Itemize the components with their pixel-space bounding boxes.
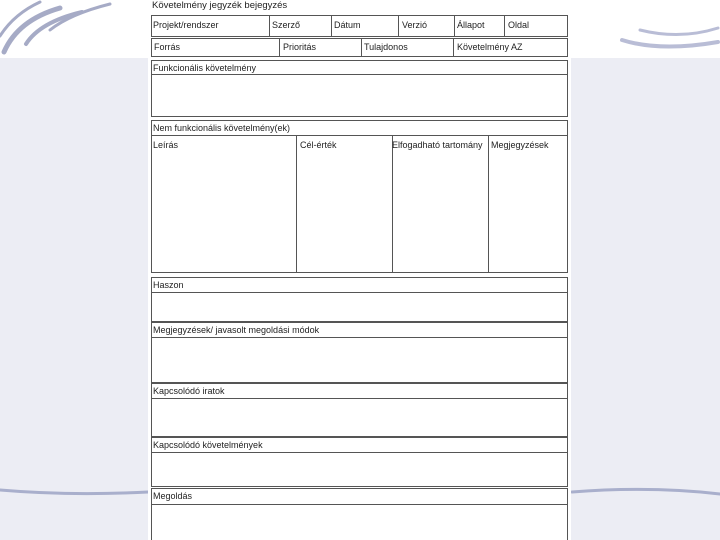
divider <box>269 15 270 37</box>
divider <box>488 135 489 273</box>
divider <box>151 74 568 75</box>
divider <box>361 38 362 57</box>
benefit-label: Haszon <box>153 280 184 290</box>
divider <box>504 15 505 37</box>
divider <box>151 452 568 453</box>
divider <box>151 398 568 399</box>
divider <box>392 135 393 273</box>
solution-label: Megoldás <box>153 491 193 501</box>
nonfunctional-requirement-label: Nem funkcionális követelmény(ek) <box>153 123 291 133</box>
divider <box>453 38 454 57</box>
notes-label: Megjegyzések/ javasolt megoldási módok <box>153 325 320 335</box>
divider <box>279 38 280 57</box>
solution-box <box>151 488 568 540</box>
benefit-box <box>151 277 568 322</box>
field-project: Projekt/rendszer <box>153 20 219 30</box>
right-swoosh <box>622 28 718 47</box>
functional-requirement-label: Funkcionális követelmény <box>153 63 257 73</box>
divider <box>296 135 297 273</box>
divider <box>454 15 455 37</box>
field-date: Dátum <box>334 20 361 30</box>
divider <box>331 15 332 37</box>
field-source: Forrás <box>154 42 181 52</box>
field-owner: Tulajdonos <box>364 42 408 52</box>
field-priority: Prioritás <box>283 42 317 52</box>
related-documents-label: Kapcsolódó iratok <box>153 386 225 396</box>
requirement-form <box>148 0 571 540</box>
field-requirement-id: Követelmény AZ <box>457 42 523 52</box>
divider <box>151 292 568 293</box>
column-target-value: Cél-érték <box>300 140 337 150</box>
field-version: Verzió <box>402 20 428 30</box>
divider <box>151 337 568 338</box>
field-status: Állapot <box>457 20 485 30</box>
left-swoosh <box>0 2 110 52</box>
form-title: Követelmény jegyzék bejegyzés <box>152 0 288 11</box>
column-notes: Megjegyzések <box>491 140 549 150</box>
field-author: Szerző <box>272 20 301 30</box>
divider <box>398 15 399 37</box>
divider <box>151 135 568 136</box>
field-page: Oldal <box>508 20 530 30</box>
divider <box>151 504 568 505</box>
column-acceptable-range: Elfogadható tartomány <box>392 140 483 150</box>
related-requirements-label: Kapcsolódó követelmények <box>153 440 263 450</box>
column-description: Leírás <box>153 140 179 150</box>
